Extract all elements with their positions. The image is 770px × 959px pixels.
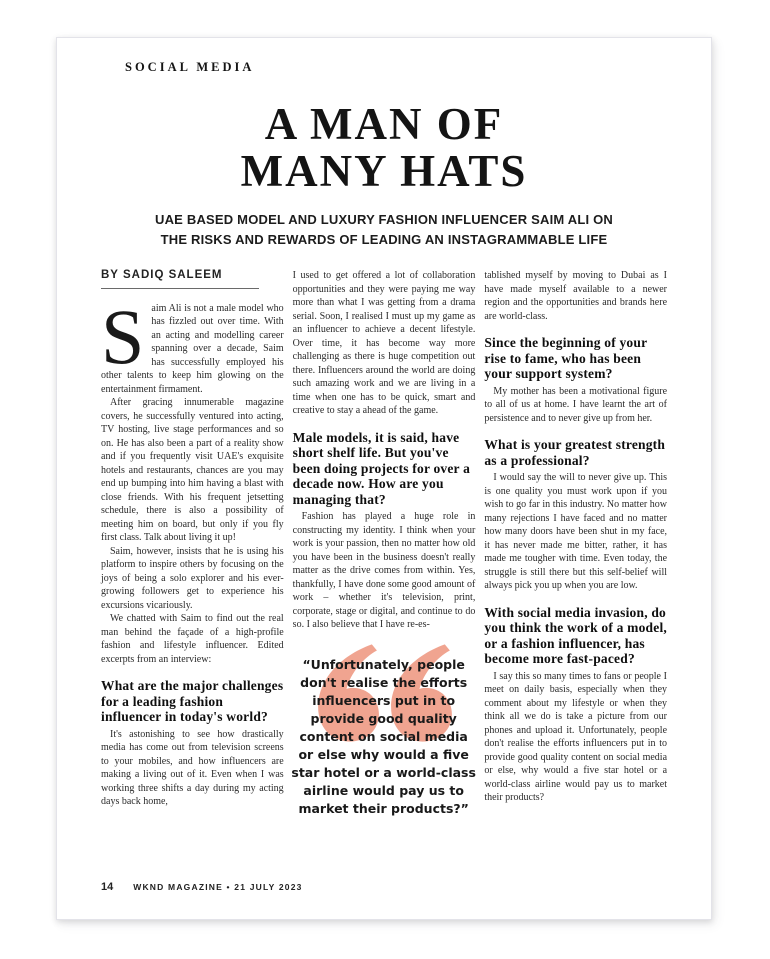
pull-quote-line: don't realise the efforts: [300, 674, 468, 690]
section-kicker: SOCIAL MEDIA: [125, 60, 255, 74]
column-3: [484, 269, 667, 818]
paragraph: It's astonishing to see how drastically media has come out from television screens to your mobiles, and how influencers are making a living out of it. Even when I was working three shifts a day during my acting days back home,: [101, 728, 284, 807]
pull-quote: [285, 656, 483, 818]
paragraph: My mother has been a motivational figure to all of us at home. I have learnt the art of persistence and to never give up from her.: [484, 385, 668, 424]
paragraph: We chatted with Saim to find out the real man behind the façade of a high-profile fashion and lifestyle influencer. Edited excerpts from an interview:: [101, 613, 284, 665]
paragraph: Saim, however, insists that he is using his platform to inspire others by focusing on the joys of being a solo explorer and his ever-growing followers get to experience his excursions vicariously.: [101, 545, 284, 611]
page-footer: [101, 877, 303, 895]
paragraph: tablished myself by moving to Dubai as I have made myself available to a newer region and the opportunities and brands here are world-class.: [484, 270, 668, 322]
paragraph: After gracing innumerable magazine covers, he successfully ventured into acting, TV hosting, live stage performances and so on. He has also been a part of a reality show and if you frequently visit UAE's exquisite hotels and restaurants, chances are you may end up bumping into him having a blast with close friends. With his frequent jetsetting schedule, there is also a possibility of meeting him on board, but only if you fly first class. Talk about living it up!: [101, 397, 284, 543]
paragraph: I say this so many times to fans or people I meet on daily basis, especially when they comment about my lifestyle or when they think all we do is take a picture from our phones and upload it. Unfortunately, people don't realise the efforts influencers put in to provide good quality content on social media or else, why would a five star hotel or a world-class airline would pay us to market their products?: [484, 670, 668, 803]
article-subtitle: [114, 210, 654, 249]
question-heading: What is your greatest strength as a professional?: [484, 437, 666, 468]
pull-quote-line: content on social media: [299, 728, 468, 744]
question-heading: With social media invasion, do you think the work of a model, or a fashion influencer, has become more fast-paced?: [484, 604, 667, 666]
byline: BY SADIQ SALEEM: [101, 269, 259, 289]
pull-quote-line: or else why would a five: [298, 746, 469, 762]
column-2: [293, 269, 476, 818]
paragraph: [101, 292, 284, 397]
page-number: 14: [101, 881, 114, 893]
pull-quote-line: influencers put in to: [312, 692, 456, 708]
question-heading: Since the beginning of your rise to fame, who has been your support system?: [484, 335, 648, 381]
article-subtitle-line: THE RISKS AND REWARDS OF LEADING AN INSTAGRAMMABLE LIFE: [160, 231, 608, 247]
article-title: [57, 101, 711, 195]
pull-quote-line: star hotel or a world-class: [291, 764, 476, 780]
drop-cap: S: [101, 292, 145, 380]
magazine-page: [56, 37, 712, 920]
pull-quote-line: “Unfortunately, people: [302, 656, 465, 672]
pull-quote-line: market their products?”: [298, 800, 469, 816]
article-title-line: A MAN OF: [264, 99, 504, 149]
article-body: [101, 269, 667, 818]
column-1: [101, 269, 284, 818]
question-heading: What are the major challenges for a leading fashion influencer in today's world?: [101, 678, 284, 724]
paragraph-text: aim Ali is not a male model who has fizzled out over time. With an acting and modelling career spanning over a decade, Saim has successfully employed his other talents to keep him glowing on the entertainment firmament.: [101, 302, 284, 395]
pull-quote-text: [285, 656, 483, 818]
question-heading: Male models, it is said, have short shelf life. But you've been doing projects for over a decade now. How are you managing that?: [292, 429, 471, 507]
paragraph: I would say the will to never give up. This is one quality you must work upon if you wish to go far in this industry. No matter how many rejections I have faced and no matter how many doors have been shut in my face, it has never made me bitter, rather, it has made me tougher with time. Even today, the struggle is still there but this self-belief will always pick you up when you are low.: [484, 472, 668, 591]
paragraph: I used to get offered a lot of collaboration opportunities and they were paying me way more than what I was getting from a drama serial. Soon, I realised I must up my game as an influencer to achieve a decent lifestyle. Over time, it has become way more challenging as there is huge competition out there. Influencers around the world are doing such amazing work and we are living in a time when one has to be quick, smart and creative to stay a ahead of the game.: [292, 270, 476, 416]
article-subtitle-line: UAE BASED MODEL AND LUXURY FASHION INFLUENCER SAIM ALI ON: [155, 212, 613, 227]
pull-quote-line: airline would pay us to: [303, 782, 464, 798]
pull-quote-line: provide good quality: [310, 710, 457, 726]
magazine-name-date: WKND MAGAZINE • 21 JULY 2023: [133, 882, 303, 892]
article-title-line: MANY HATS: [240, 146, 528, 196]
paragraph: Fashion has played a huge role in constructing my identity. I think when your work is your passion, then no matter how old you have been in the business doesn't really matter as the drive comes from within. Yes, thankfully, I have done some good amount of work – whether it's television, print, corporate, stage or digital, and continue to do so. I also believe that I have re-es-: [292, 511, 476, 630]
